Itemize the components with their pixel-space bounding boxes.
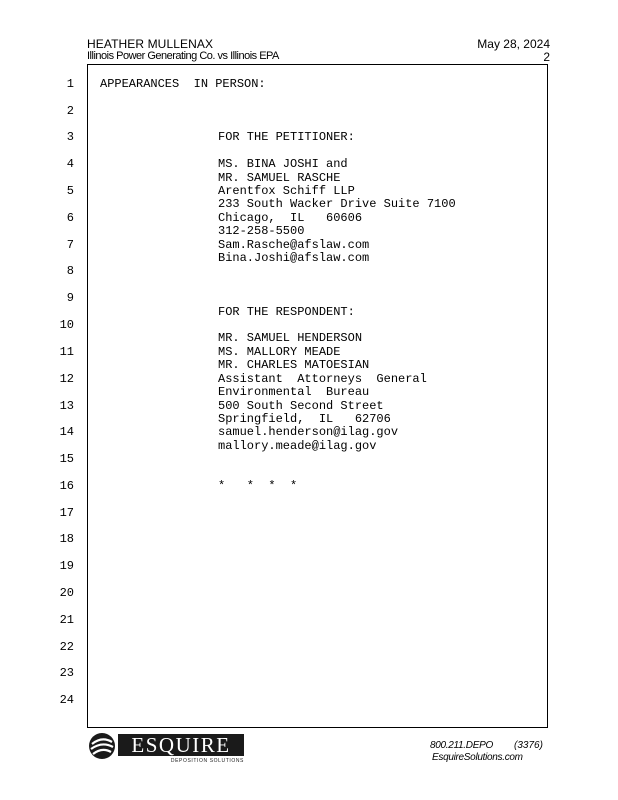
respondent-line: Assistant Attorneys General xyxy=(218,372,427,386)
line-number: 8 xyxy=(66,264,74,278)
respondent-line: MS. MALLORY MEADE xyxy=(218,345,341,359)
line-number: 2 xyxy=(66,104,74,118)
line-number: 10 xyxy=(59,318,74,332)
line-number: 3 xyxy=(66,130,74,144)
footer-website: EsquireSolutions.com xyxy=(432,752,523,763)
esquire-emblem-icon xyxy=(89,733,115,759)
respondent-heading: FOR THE RESPONDENT: xyxy=(218,305,355,319)
petitioner-line: 233 South Wacker Drive Suite 7100 xyxy=(218,197,456,211)
petitioner-line: MR. SAMUEL RASCHE xyxy=(218,171,341,185)
petitioner-line: Bina.Joshi@afslaw.com xyxy=(218,251,370,265)
line-number: 18 xyxy=(59,532,74,546)
footer-phone-ext: (3376) xyxy=(514,740,543,751)
line-number: 14 xyxy=(59,425,74,439)
line-number: 13 xyxy=(59,399,74,413)
transcript-date: May 28, 2024 xyxy=(477,37,550,51)
footer-phone: 800.211.DEPO xyxy=(430,740,493,751)
petitioner-line: MS. BINA JOSHI and xyxy=(218,157,348,171)
petitioner-line: Sam.Rasche@afslaw.com xyxy=(218,238,370,252)
line-number: 22 xyxy=(59,640,74,654)
line-number: 1 xyxy=(66,77,74,91)
petitioner-line: Chicago, IL 60606 xyxy=(218,211,363,225)
line-number: 23 xyxy=(59,666,74,680)
respondent-line: samuel.henderson@ilag.gov xyxy=(218,425,399,439)
petitioner-line: 312-258-5500 xyxy=(218,224,305,238)
line-number: 20 xyxy=(59,586,74,600)
line-number: 17 xyxy=(59,506,74,520)
respondent-line: MR. SAMUEL HENDERSON xyxy=(218,331,363,345)
line-number: 15 xyxy=(59,452,74,466)
respondent-line: Environmental Bureau xyxy=(218,385,370,399)
line-number: 16 xyxy=(59,479,74,493)
line-number: 24 xyxy=(59,693,74,707)
line-number: 21 xyxy=(59,613,74,627)
witness-name: HEATHER MULLENAX xyxy=(87,37,214,51)
esquire-logo xyxy=(87,731,245,763)
line-number: 7 xyxy=(66,238,74,252)
line-number: 6 xyxy=(66,211,74,225)
logo-wordmark: ESQUIRE xyxy=(131,733,231,757)
page-number: 2 xyxy=(543,50,550,64)
appearances-heading: APPEARANCES IN PERSON: xyxy=(100,77,266,91)
separator-stars: * * * * xyxy=(218,479,298,493)
respondent-line: mallory.meade@ilag.gov xyxy=(218,439,377,453)
respondent-line: MR. CHARLES MATOESIAN xyxy=(218,358,370,372)
petitioner-line: Arentfox Schiff LLP xyxy=(218,184,355,198)
line-number: 11 xyxy=(59,345,74,359)
line-number: 5 xyxy=(66,184,74,198)
case-title: Illinois Power Generating Co. vs Illinois EPA xyxy=(87,50,279,62)
petitioner-heading: FOR THE PETITIONER: xyxy=(218,130,355,144)
respondent-line: Springfield, IL 62706 xyxy=(218,412,391,426)
line-number: 9 xyxy=(66,291,74,305)
logo-tagline: DEPOSITION SOLUTIONS xyxy=(170,758,244,763)
line-number: 12 xyxy=(59,372,74,386)
line-number: 19 xyxy=(59,559,74,573)
respondent-line: 500 South Second Street xyxy=(218,399,384,413)
line-number: 4 xyxy=(66,157,74,171)
